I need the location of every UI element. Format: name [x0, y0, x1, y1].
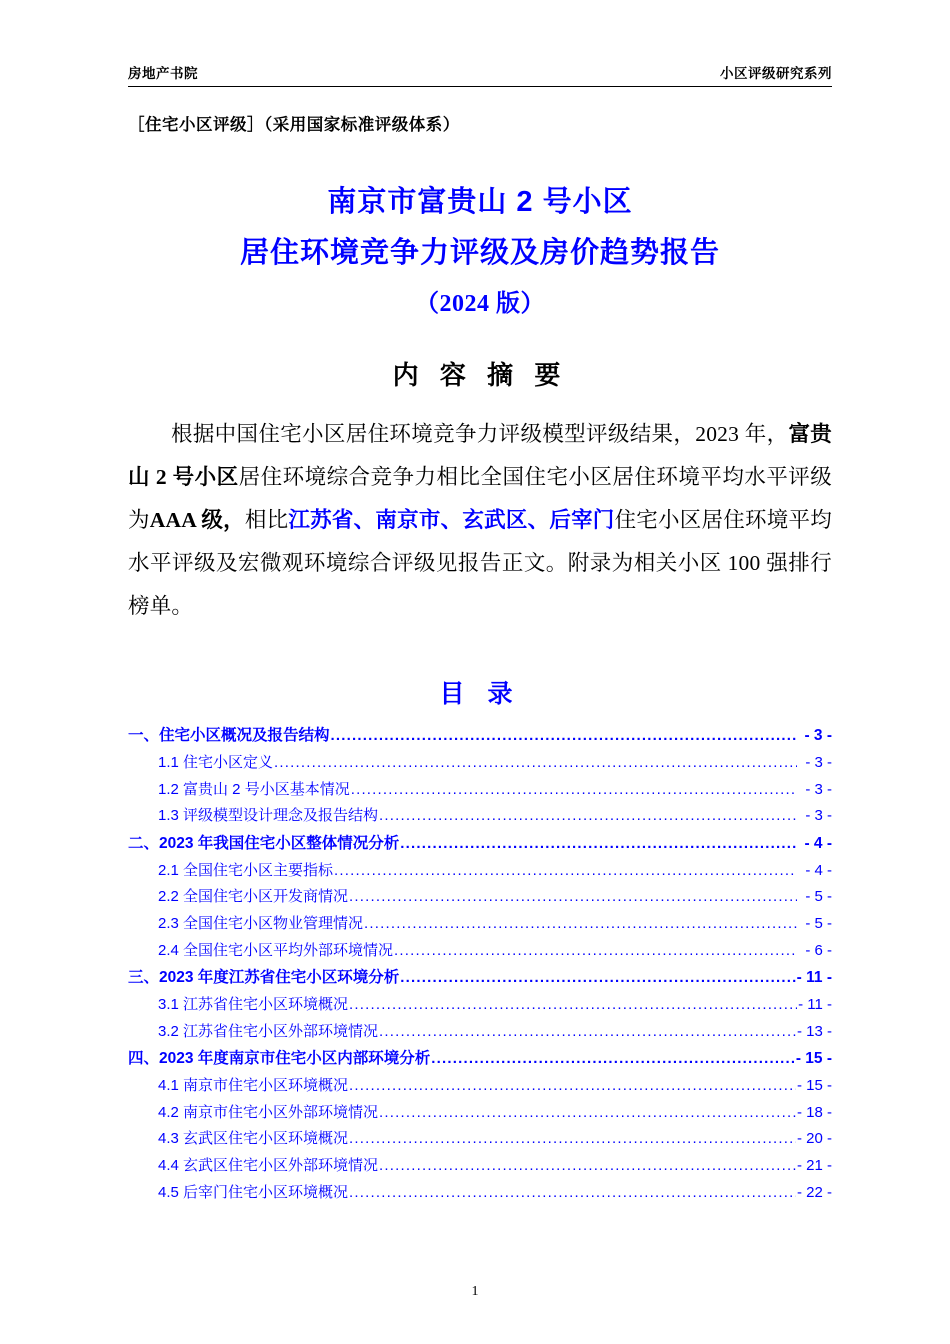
toc-leader-dots	[349, 1131, 796, 1146]
toc-entry[interactable]	[128, 722, 832, 750]
toc-entry[interactable]	[128, 1180, 832, 1207]
toc-entry-label: 四、2023 年度南京市住宅小区内部环境分析	[128, 1050, 431, 1068]
toc-leader-dots	[349, 997, 797, 1012]
toc-entry[interactable]	[128, 803, 832, 830]
toc-entry[interactable]	[128, 911, 832, 938]
toc-leader-dots	[400, 970, 795, 985]
toc-leader-dots	[379, 1158, 796, 1173]
toc-entry-page: - 3 -	[805, 780, 832, 798]
toc-entry[interactable]	[128, 1073, 832, 1100]
toc-entry[interactable]	[128, 830, 832, 858]
toc-entry-label: 4.3 玄武区住宅小区环境概况	[158, 1130, 349, 1148]
toc-entry-page: - 5 -	[805, 914, 832, 932]
toc-leader-dots	[379, 808, 797, 823]
toc-entry[interactable]	[128, 750, 832, 777]
toc-leader-dots	[400, 836, 797, 851]
report-version: （2024 版）	[415, 290, 545, 317]
toc-entry-page: - 3 -	[805, 753, 832, 771]
toc-entry-label: 2.2 全国住宅小区开发商情况	[158, 888, 349, 906]
header-right-text: 小区评级研究系列	[720, 66, 832, 81]
toc-leader-dots	[431, 1051, 795, 1066]
toc-leader-dots	[274, 755, 797, 770]
toc-entry-page: - 20 -	[796, 1130, 832, 1148]
toc-entry-page: - 11 -	[796, 969, 832, 987]
toc-heading: 目 录	[439, 680, 521, 709]
header-left-text: 房地产书院	[128, 66, 198, 81]
toc-entry-label: 4.1 南京市住宅小区环境概况	[158, 1076, 349, 1094]
toc-entry[interactable]	[128, 992, 832, 1019]
toc-entry-label: 3.1 江苏省住宅小区环境概况	[158, 995, 349, 1013]
toc-entry-label: 2.1 全国住宅小区主要指标	[158, 861, 334, 879]
abstract-text-4: 住宅小区居住环境平均水平评级及宏微观环境综合评级见报告正文。附录为相关小区 100 强排行榜单。	[128, 508, 832, 619]
toc-entry[interactable]	[128, 964, 832, 992]
toc-leader-dots	[394, 943, 797, 958]
toc-entry-label: 3.2 江苏省住宅小区外部环境情况	[158, 1022, 379, 1040]
toc-leader-dots	[334, 863, 797, 878]
toc-entry[interactable]	[128, 884, 832, 911]
toc-entry-label: 二、2023 年我国住宅小区整体情况分析	[128, 835, 400, 853]
report-title-line-1: 南京市富贵山 2 号小区	[327, 186, 633, 218]
toc-entry-page: - 21 -	[796, 1156, 832, 1174]
toc-leader-dots	[349, 1078, 796, 1093]
toc-entry-page: - 3 -	[805, 807, 832, 825]
toc-entry-page: - 18 -	[796, 1103, 832, 1121]
page-footer	[0, 1284, 950, 1300]
toc-entry[interactable]	[128, 1153, 832, 1180]
page-number: 1	[471, 1284, 479, 1299]
toc-leader-dots	[351, 782, 797, 797]
toc-entry[interactable]	[128, 1045, 832, 1073]
toc-entry-label: 2.4 全国住宅小区平均外部环境情况	[158, 941, 394, 959]
abstract-region-list: 江苏省、南京市、玄武区、后宰门	[288, 508, 615, 533]
toc-leader-dots	[364, 916, 797, 931]
toc-entry-page: - 3 -	[804, 727, 832, 745]
title-block	[128, 177, 832, 329]
toc-entry-label: 4.2 南京市住宅小区外部环境情况	[158, 1103, 379, 1121]
toc-entry[interactable]	[128, 1126, 832, 1153]
toc-entry-page: - 13 -	[796, 1022, 832, 1040]
toc-entry-page: - 4 -	[804, 835, 832, 853]
page-header	[128, 62, 832, 87]
toc-entry-page: - 22 -	[796, 1183, 832, 1201]
toc-entry-label: 三、2023 年度江苏省住宅小区环境分析	[128, 969, 400, 987]
toc-entry-page: - 4 -	[805, 861, 832, 879]
abstract-text-1: 根据中国住宅小区居住环境竞争力评级模型评级结果，2023 年，	[171, 422, 789, 447]
toc-leader-dots	[349, 1185, 796, 1200]
toc-entry[interactable]	[128, 938, 832, 965]
report-title-line-2: 居住环境竞争力评级及房价趋势报告	[239, 236, 720, 269]
toc-entry-label: 4.5 后宰门住宅小区环境概况	[158, 1183, 349, 1201]
table-of-contents	[128, 722, 832, 1206]
toc-leader-dots	[349, 889, 797, 904]
toc-entry[interactable]	[128, 858, 832, 885]
toc-entry-page: - 11 -	[798, 995, 832, 1013]
abstract-text-2: 居住环境综合竞争力相比全国住宅小区居住环境平均水平评级为	[128, 465, 832, 533]
toc-entry-page: - 15 -	[795, 1050, 832, 1068]
abstract-rating-grade: AAA 级，	[149, 508, 245, 533]
report-category-line: ［住宅小区评级］（采用国家标准评级体系）	[128, 116, 460, 134]
abstract-community-name: 富贵山 2 号小区	[128, 422, 832, 490]
toc-entry[interactable]	[128, 1100, 832, 1127]
toc-entry-label: 2.3 全国住宅小区物业管理情况	[158, 914, 364, 932]
abstract-paragraph	[128, 413, 832, 628]
toc-leader-dots	[379, 1105, 796, 1120]
toc-entry-page: - 15 -	[796, 1076, 832, 1094]
toc-entry-page: - 5 -	[805, 888, 832, 906]
toc-entry-label: 一、住宅小区概况及报告结构	[128, 727, 330, 745]
toc-entry-label: 4.4 玄武区住宅小区外部环境情况	[158, 1156, 379, 1174]
toc-leader-dots	[379, 1024, 796, 1039]
toc-entry-page: - 6 -	[805, 941, 832, 959]
toc-entry-label: 1.1 住宅小区定义	[158, 753, 274, 771]
toc-entry[interactable]	[128, 1019, 832, 1046]
toc-entry[interactable]	[128, 777, 832, 804]
toc-entry-label: 1.3 评级模型设计理念及报告结构	[158, 807, 379, 825]
abstract-text-3: 相比	[244, 508, 289, 533]
toc-entry-label: 1.2 富贵山 2 号小区基本情况	[158, 780, 350, 798]
toc-leader-dots	[331, 728, 797, 743]
abstract-heading: 内 容 摘 要	[392, 359, 568, 390]
